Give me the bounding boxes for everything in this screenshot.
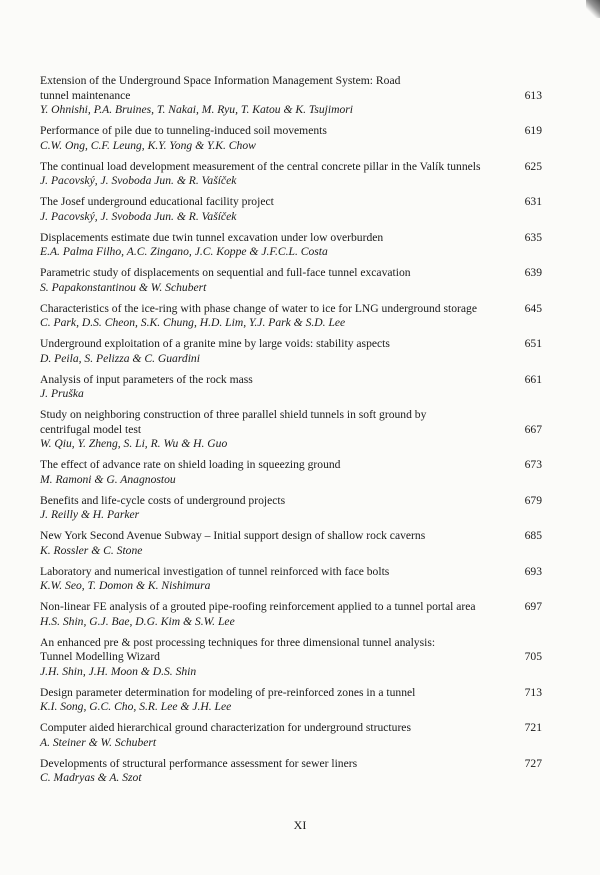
toc-entry xyxy=(40,266,542,295)
toc-entry xyxy=(40,195,542,224)
entry-page-number: 713 xyxy=(524,685,542,699)
entry-title-line xyxy=(40,337,542,352)
entry-authors: J. Reilly & H. Parker xyxy=(40,508,140,521)
entry-title-line xyxy=(40,494,542,509)
entry-title: Analysis of input parameters of the rock mass xyxy=(40,372,253,386)
entry-authors: W. Qiu, Y. Zheng, S. Li, R. Wu & H. Guo xyxy=(40,437,228,450)
entry-authors: C. Park, D.S. Cheon, S.K. Chung, H.D. Lim, Y.J. Park & S.D. Lee xyxy=(40,316,346,329)
toc-entry xyxy=(40,721,542,750)
entry-title-line xyxy=(40,721,542,736)
entry-page-number: 679 xyxy=(524,493,542,507)
toc-entry xyxy=(40,302,542,331)
entry-title: Laboratory and numerical investigation of tunnel reinforced with face bolts xyxy=(40,564,390,578)
entry-title: Displacements estimate due twin tunnel excavation under low overburden xyxy=(40,230,384,244)
toc-entry xyxy=(40,458,542,487)
page-folio: XI xyxy=(293,818,307,832)
entry-title: The effect of advance rate on shield loading in squeezing ground xyxy=(40,458,341,471)
toc-entry xyxy=(40,337,542,366)
entry-title-line xyxy=(40,89,542,104)
entry-authors: Y. Ohnishi, P.A. Bruines, T. Nakai, M. Ryu, T. Katou & K. Tsujimori xyxy=(40,103,353,116)
entry-page-number: 613 xyxy=(524,88,542,102)
entry-title: An enhanced pre & post processing techniques for three dimensional tunnel analysis: xyxy=(40,635,436,649)
entry-page-number: 673 xyxy=(524,458,542,471)
entry-page-number: 635 xyxy=(524,230,542,244)
entry-title-line xyxy=(40,266,542,281)
entry-page-number: 619 xyxy=(524,124,542,137)
entry-page-number: 625 xyxy=(524,159,542,173)
entry-title-line xyxy=(40,600,542,615)
entry-title-line xyxy=(40,408,542,423)
entry-authors: J. Pruška xyxy=(40,387,84,400)
entry-title: The Josef underground educational facility project xyxy=(40,195,274,208)
entry-page-number: 721 xyxy=(524,721,542,734)
entry-title-line xyxy=(40,636,542,651)
entry-title: Study on neighboring construction of three parallel shield tunnels in soft ground by xyxy=(40,408,427,421)
table-of-contents xyxy=(40,74,542,792)
toc-entry xyxy=(40,565,542,594)
toc-entry xyxy=(40,686,542,715)
entry-title: The continual load development measurement of the central concrete pillar in the Valík tunnels xyxy=(40,159,481,173)
entry-page-number: 631 xyxy=(524,195,542,208)
entry-authors: K. Rossler & C. Stone xyxy=(40,543,143,557)
entry-page-number: 645 xyxy=(524,301,542,315)
entry-page-number: 697 xyxy=(524,600,542,613)
toc-entry xyxy=(40,74,542,118)
toc-entry xyxy=(40,408,542,452)
entry-authors: S. Papakonstantinou & W. Schubert xyxy=(40,280,207,294)
toc-entry xyxy=(40,494,542,523)
entry-title: Computer aided hierarchical ground characterization for underground structures xyxy=(40,721,411,734)
entry-page-number: 727 xyxy=(524,756,542,770)
entry-title-line xyxy=(40,231,542,246)
toc-entry xyxy=(40,373,542,402)
toc-entry xyxy=(40,231,542,260)
entry-title: Performance of pile due to tunneling-induced soil movements xyxy=(40,124,327,137)
entry-title-line xyxy=(40,423,542,438)
entry-title-line xyxy=(40,529,542,544)
toc-entry xyxy=(40,757,542,786)
entry-title-line xyxy=(40,686,542,701)
entry-title: tunnel maintenance xyxy=(40,88,131,102)
entry-title-line xyxy=(40,458,542,473)
entry-title-line xyxy=(40,650,542,665)
entry-authors: K.I. Song, G.C. Cho, S.R. Lee & J.H. Lee xyxy=(40,700,232,713)
entry-title: centrifugal model test xyxy=(40,422,142,436)
entry-title: Parametric study of displacements on sequential and full-face tunnel excavation xyxy=(40,266,411,279)
entry-authors: D. Peila, S. Pelizza & C. Guardini xyxy=(40,351,200,365)
entry-authors: J.H. Shin, J.H. Moon & D.S. Shin xyxy=(40,664,197,678)
entry-authors: C.W. Ong, C.F. Leung, K.Y. Yong & Y.K. Chow xyxy=(40,138,256,152)
entry-page-number: 661 xyxy=(524,372,542,386)
toc-entry xyxy=(40,124,542,153)
entry-page-number: 667 xyxy=(524,422,542,436)
entry-title-line xyxy=(40,565,542,580)
toc-entry xyxy=(40,636,542,680)
scan-corner-artifact xyxy=(586,0,600,18)
entry-title-line xyxy=(40,302,542,317)
entry-title: Design parameter determination for modeling of pre-reinforced zones in a tunnel xyxy=(40,685,416,699)
entry-title: Underground exploitation of a granite mine by large voids: stability aspects xyxy=(40,337,390,350)
toc-entry xyxy=(40,529,542,558)
entry-title: Non-linear FE analysis of a grouted pipe-roofing reinforcement applied to a tunnel portal area xyxy=(40,600,476,613)
toc-entry xyxy=(40,160,542,189)
entry-title-line xyxy=(40,124,542,139)
entry-page-number: 693 xyxy=(524,564,542,578)
entry-title-line xyxy=(40,757,542,772)
entry-title-line xyxy=(40,160,542,175)
entry-title: Extension of the Underground Space Information Management System: Road xyxy=(40,74,401,87)
entry-authors: K.W. Seo, T. Domon & K. Nishimura xyxy=(40,579,211,592)
entry-authors: E.A. Palma Filho, A.C. Zingano, J.C. Koppe & J.F.C.L. Costa xyxy=(40,245,328,258)
entry-title: Characteristics of the ice-ring with phase change of water to ice for LNG underground storage xyxy=(40,301,477,315)
entry-authors: J. Pacovský, J. Svoboda Jun. & R. Vašíček xyxy=(40,174,237,187)
entry-title-line xyxy=(40,373,542,388)
entry-authors: C. Madryas & A. Szot xyxy=(40,771,142,784)
entry-page-number: 705 xyxy=(524,650,542,663)
entry-title: Tunnel Modelling Wizard xyxy=(40,650,160,663)
entry-authors: J. Pacovský, J. Svoboda Jun. & R. Vašíček xyxy=(40,209,237,223)
entry-authors: H.S. Shin, G.J. Bae, D.G. Kim & S.W. Lee xyxy=(40,614,235,628)
entry-page-number: 685 xyxy=(524,529,542,542)
entry-page-number: 639 xyxy=(524,266,542,279)
entry-page-number: 651 xyxy=(524,337,542,350)
entry-title-line xyxy=(40,74,542,89)
entry-authors: M. Ramoni & G. Anagnostou xyxy=(40,472,176,486)
entry-title-line xyxy=(40,195,542,210)
entry-authors: A. Steiner & W. Schubert xyxy=(40,735,157,749)
entry-title: Developments of structural performance assessment for sewer liners xyxy=(40,756,358,770)
entry-title: Benefits and life-cycle costs of underground projects xyxy=(40,493,286,507)
entry-title: New York Second Avenue Subway – Initial support design of shallow rock caverns xyxy=(40,529,426,542)
toc-entry xyxy=(40,600,542,629)
